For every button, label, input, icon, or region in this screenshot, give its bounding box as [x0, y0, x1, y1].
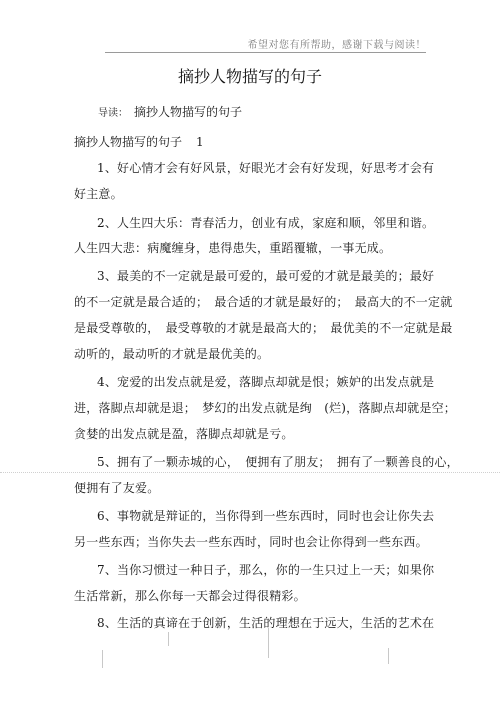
paragraph-line: 的不一定就是最合适的； 最合适的才就是最好的； 最高大的不一定就	[74, 295, 453, 309]
scan-mark	[388, 648, 389, 664]
paragraph-line: 好主意。	[74, 187, 123, 201]
intro-text: 摘抄人物描写的句子	[134, 105, 243, 119]
section-number: 1	[196, 135, 204, 149]
scan-mark	[268, 628, 269, 658]
scan-mark	[102, 650, 103, 668]
intro-label: 导读：	[98, 108, 128, 119]
paragraph-line: 生活常新，那么你每一天都会过得很精彩。	[74, 589, 306, 603]
paragraph-line: 8、生活的真谛在于创新，生活的理想在于远大，生活的艺术在	[97, 616, 435, 630]
paragraph-line: 贪婪的出发点就是盈，落脚点却就是亏。	[74, 427, 294, 441]
section-title: 摘抄人物描写的句子	[74, 135, 183, 149]
section-heading	[74, 133, 204, 150]
paragraph-line: 便拥有了友爱。	[74, 481, 160, 495]
page-divider	[0, 472, 500, 473]
paragraph-line: 3、最美的不一定就是最可爱的，最可爱的才就是最美的；最好	[97, 269, 435, 283]
paragraph-line: 是最受尊敬的， 最受尊敬的才就是最高大的； 最优美的不一定就是最	[74, 321, 453, 335]
paragraph-line: 1、好心情才会有好风景，好眼光才会有好发现，好思考才会有	[97, 161, 435, 175]
paragraph-line: 2、人生四大乐：青春活力，创业有成，家庭和顺，邻里和谐。	[97, 216, 435, 230]
paragraph-line: 进，落脚点却就是退； 梦幻的出发点就是绚 (烂)，落脚点却就是空；	[74, 401, 456, 415]
download-banner: 希望对您有所帮助，感谢下载与阅读！	[247, 40, 426, 51]
paragraph-line: 动听的，最动听的才就是最优美的。	[74, 347, 270, 361]
header-rule	[105, 52, 426, 53]
paragraph-line: 5、拥有了一颗赤城的心， 便拥有了朋友； 拥有了一颗善良的心，	[97, 455, 459, 469]
paragraph-line: 人生四大悲：病魔缠身，患得患失，重蹈覆辙，一事无成。	[74, 241, 392, 255]
paragraph-line: 另一些东西；当你失去一些东西时，同时也会让你得到一些东西。	[74, 535, 428, 549]
intro-line	[98, 103, 242, 120]
page-title: 摘抄人物描写的句子	[177, 67, 322, 86]
scan-mark	[168, 632, 169, 646]
paragraph-line: 7、当你习惯过一种日子，那么，你的一生只过上一天；如果你	[97, 563, 435, 577]
paragraph-line: 6、事物就是辩证的，当你得到一些东西时，同时也会让你失去	[97, 509, 435, 523]
paragraph-line: 4、宠爱的出发点就是爱，落脚点却就是恨；嫉妒的出发点就是	[97, 375, 435, 389]
